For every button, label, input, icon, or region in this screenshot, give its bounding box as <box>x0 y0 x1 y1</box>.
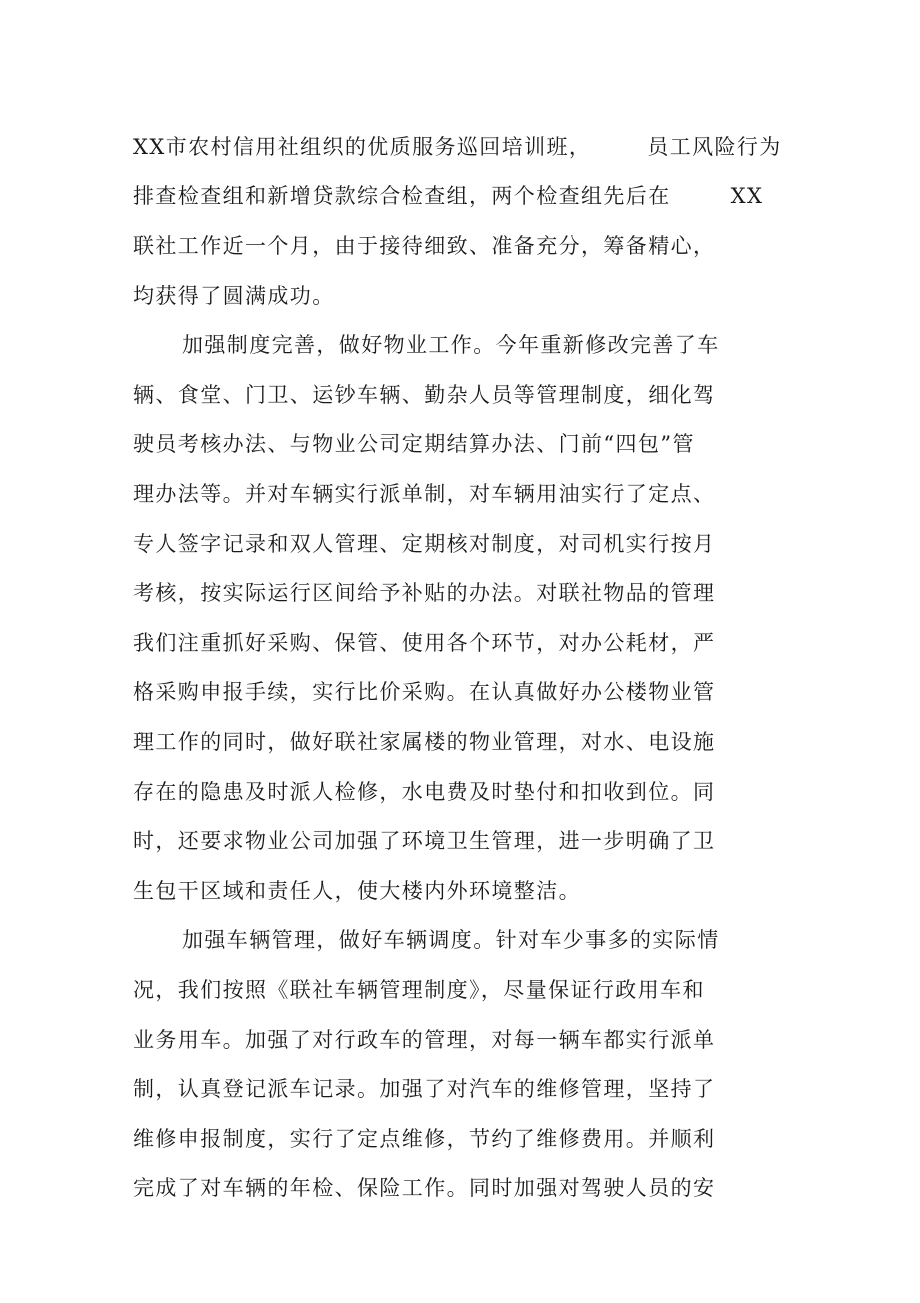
line-2-segment-b: XX <box>730 184 764 208</box>
paragraph-3-first-line: 加强车辆管理，做好车辆调度。针对车少事多的实际情 <box>182 928 720 952</box>
text-line-4: 均获得了圆满成功。 <box>133 284 335 308</box>
text-line-6: 辆、食堂、门卫、运钞车辆、勤杂人员等管理制度，细化驾 <box>133 383 716 407</box>
text-line-16: 生包干区域和责任人，使大楼内外环境整洁。 <box>133 879 581 903</box>
text-line-11: 我们注重抓好采购、保管、使用各个环节，对办公耗材，严 <box>133 631 716 655</box>
text-line-10: 考核，按实际运行区间给予补贴的办法。对联社物品的管理 <box>133 581 716 605</box>
text-line-15: 时，还要求物业公司加强了环境卫生管理，进一步明确了卫 <box>133 829 716 853</box>
text-line-12: 格采购申报手续，实行比价采购。在认真做好办公楼物业管 <box>133 680 716 704</box>
line-1-segment-a: XX市农村信用社组织的优质服务巡回培训班， <box>133 135 592 159</box>
text-line-13: 理工作的同时，做好联社家属楼的物业管理，对水、电设施 <box>133 730 716 754</box>
text-line-22: 完成了对车辆的年检、保险工作。同时加强对驾驶人员的安 <box>133 1176 716 1200</box>
text-line-2 <box>133 182 763 210</box>
text-line-18: 况，我们按照《联社车辆管理制度》，尽量保证行政用车和 <box>133 978 705 1002</box>
text-line-7: 驶员考核办法、与物业公司定期结算办法、门前“四包”管 <box>133 432 695 456</box>
text-line-3: 联社工作近一个月，由于接待细致、准备充分，筹备精心， <box>133 234 716 258</box>
text-line-19: 业务用车。加强了对行政车的管理，对每一辆车都实行派单 <box>133 1028 716 1052</box>
line-2-segment-a: 排查检查组和新增贷款综合检查组，两个检查组先后在 <box>133 184 671 208</box>
text-line-9: 专人签字记录和双人管理、定期核对制度，对司机实行按月 <box>133 532 716 556</box>
text-line-8: 理办法等。并对车辆实行派单制，对车辆用油实行了定点、 <box>133 482 716 506</box>
line-1-segment-b: 员工风险行为 <box>647 135 782 159</box>
text-line-20: 制，认真登记派车记录。加强了对汽车的维修管理，坚持了 <box>133 1077 716 1101</box>
paragraph-2-first-line: 加强制度完善，做好物业工作。今年重新修改完善了车 <box>182 333 720 357</box>
text-line-1 <box>133 133 782 161</box>
text-line-14: 存在的隐患及时派人检修，水电费及时垫付和扣收到位。同 <box>133 780 716 804</box>
text-line-21: 维修申报制度，实行了定点维修，节约了维修费用。并顺利 <box>133 1127 716 1151</box>
